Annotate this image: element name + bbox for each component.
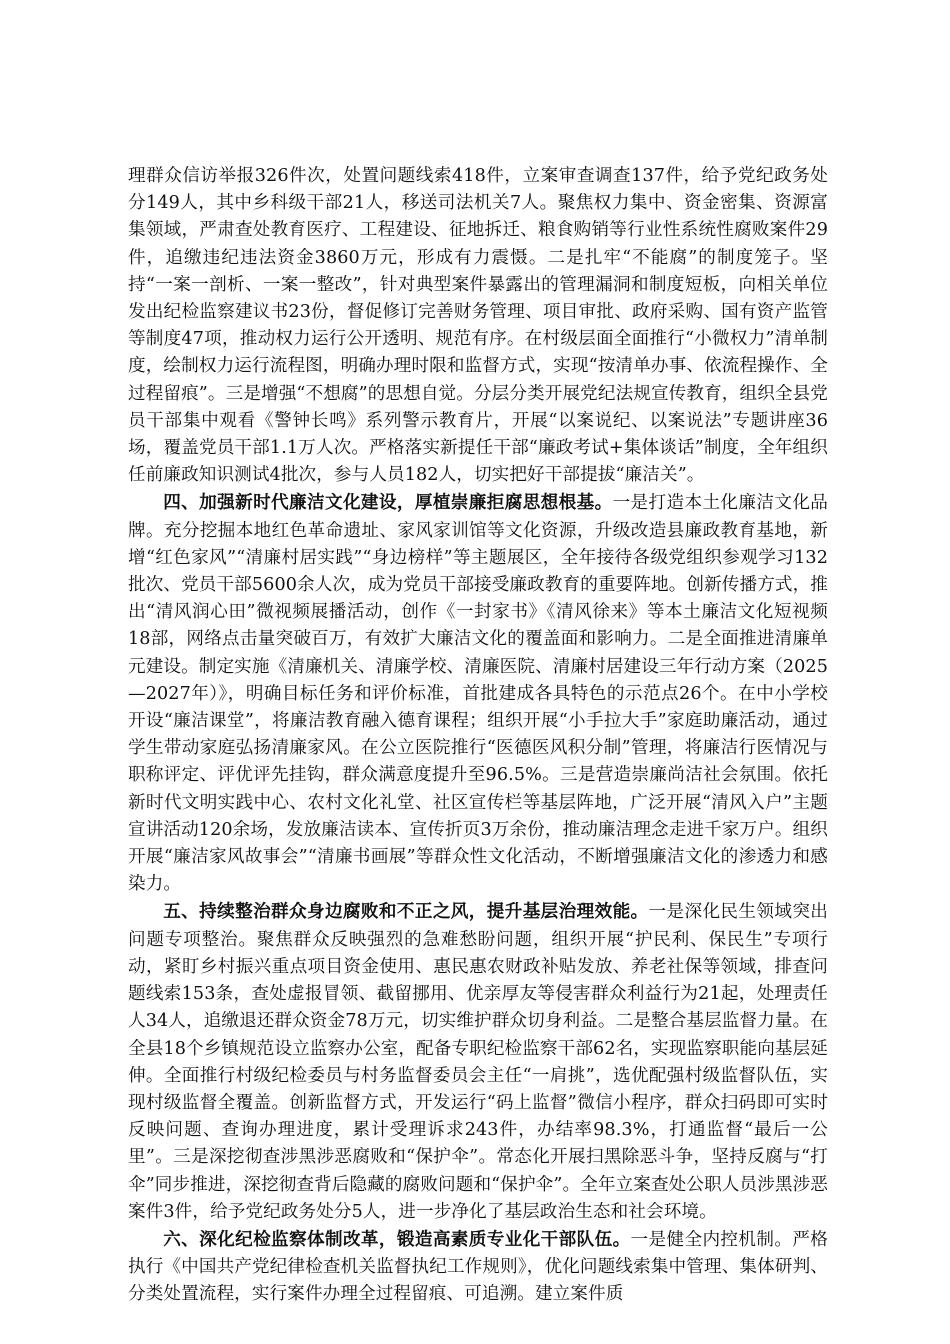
paragraph-text: 一是打造本土化廉洁文化品牌。充分挖掘本地红色革命遗址、家风家训馆等文化资源，升级改造县廉政教育基地，新增“红色家风”“清廉村居实践”“身边榜样”等主题展区，全年接待各级党组织参观学习132批次、党员干部5600余人次，成为党员干部接受廉政教育的重要阵地。创新传播方式，推出“清风润心田”微视频展播活动，创作《一封家书》《清风徐来》等本土廉洁文化短视频18部，网络点击量突破百万，有效扩大廉洁文化的覆盖面和影响力。二是全面推进清廉单元建设。制定实施《清廉机关、清廉学校、清廉医院、清廉村居建设三年行动方案（2025—2027年）》，明确目标任务和评价标准，首批建成各具特色的示范点26个。在中小学校开设“廉洁课堂”，将廉洁教育融入德育课程；组织开展“小手拉大手”家庭助廉活动，通过学生带动家庭弘扬清廉家风。在公立医院推行“医德医风积分制”管理，将廉洁行医情况与职称评定、评优评先挂钩，群众满意度提升至96.5%。三是营造崇廉尚洁社会氛围。依托新时代文明实践中心、农村文化礼堂、社区宣传栏等基层阵地，广泛开展“清风入户”主题宣讲活动120余场，发放廉洁读本、宣传折页3万余份，推动廉洁理念走进千家万户。组织开展“廉洁家风故事会”“清廉书画展”等群众性文化活动，不断增强廉洁文化的渗透力和感染力。: [128, 493, 828, 895]
paragraph-section-4: [128, 489, 828, 898]
paragraph-section-5: [128, 898, 828, 1225]
section-heading: 五、持续整治群众身边腐败和不正之风，提升基层治理效能。: [163, 901, 649, 923]
paragraph-continuation: [128, 163, 828, 489]
document-page: [128, 163, 828, 1309]
section-heading: 六、深化纪检监察体制改革，锻造高素质专业化干部队伍。: [163, 1228, 631, 1250]
paragraph-section-6: [128, 1226, 828, 1309]
paragraph-text: 一是深化民生领域突出问题专项整治。聚焦群众反映强烈的急难愁盼问题，组织开展“护民利、保民生”专项行动，紧盯乡村振兴重点项目资金使用、惠民惠农财政补贴发放、养老社保等领域，排查问题线索153条，查处虚报冒领、截留挪用、优亲厚友等侵害群众利益行为21起，处理责任人34人，追缴退还群众资金78万元，切实维护群众切身利益。二是整合基层监督力量。在全县18个乡镇规范设立监察办公室，配备专职纪检监察干部62名，实现监察职能向基层延伸。全面推行村级纪检委员与村务监督委员会主任“一肩挑”，选优配强村级监督队伍，实现村级监督全覆盖。创新监督方式，开发运行“码上监督”微信小程序，群众扫码即可实时反映问题、查询办理进度，累计受理诉求243件，办结率98.3%，打通监督“最后一公里”。三是深挖彻查涉黑涉恶腐败和“保护伞”。常态化开展扫黑除恶斗争，坚持反腐与“打伞”同步推进，深挖彻查背后隐藏的腐败问题和“保护伞”。全年立案查处公职人员涉黑涉恶案件3件，给予党纪政务处分5人，进一步净化了基层政治生态和社会环境。: [128, 902, 828, 1222]
paragraph-text: 理群众信访举报326件次，处置问题线索418件，立案审查调查137件，给予党纪政务处分149人，其中乡科级干部21人，移送司法机关7人。聚焦权力集中、资金密集、资源富集领域，严肃查处教育医疗、工程建设、征地拆迁、粮食购销等行业性系统性腐败案件29件，追缴违纪违法资金3860万元，形成有力震慑。二是扎牢“不能腐”的制度笼子。坚持“一案一剖析、一案一整改”，针对典型案件暴露出的管理漏洞和制度短板，向相关单位发出纪检监察建议书23份，督促修订完善财务管理、项目审批、政府采购、国有资产监管等制度47项，推动权力运行公开透明、规范有序。在村级层面全面推行“小微权力”清单制度，绘制权力运行流程图，明确办理时限和监督方式，实现“按清单办事、依流程操作、全过程留痕”。三是增强“不想腐”的思想自觉。分层分类开展党纪法规宣传教育，组织全县党员干部集中观看《警钟长鸣》系列警示教育片，开展“以案说纪、以案说法”专题讲座36场，覆盖党员干部1.1万人次。严格落实新提任干部“廉政考试+集体谈话”制度，全年组织任前廉政知识测试4批次，参与人员182人，切实把好干部提拔“廉洁关”。: [128, 166, 828, 486]
section-heading: 四、加强新时代廉洁文化建设，厚植崇廉拒腐思想根基。: [163, 492, 613, 514]
paragraph-text: 一是健全内控机制。严格执行《中国共产党纪律检查机关监督执纪工作规则》，优化问题线索集中管理、集体研判、分类处置流程，实行案件办理全过程留痕、可追溯。建立案件质: [128, 1229, 828, 1305]
